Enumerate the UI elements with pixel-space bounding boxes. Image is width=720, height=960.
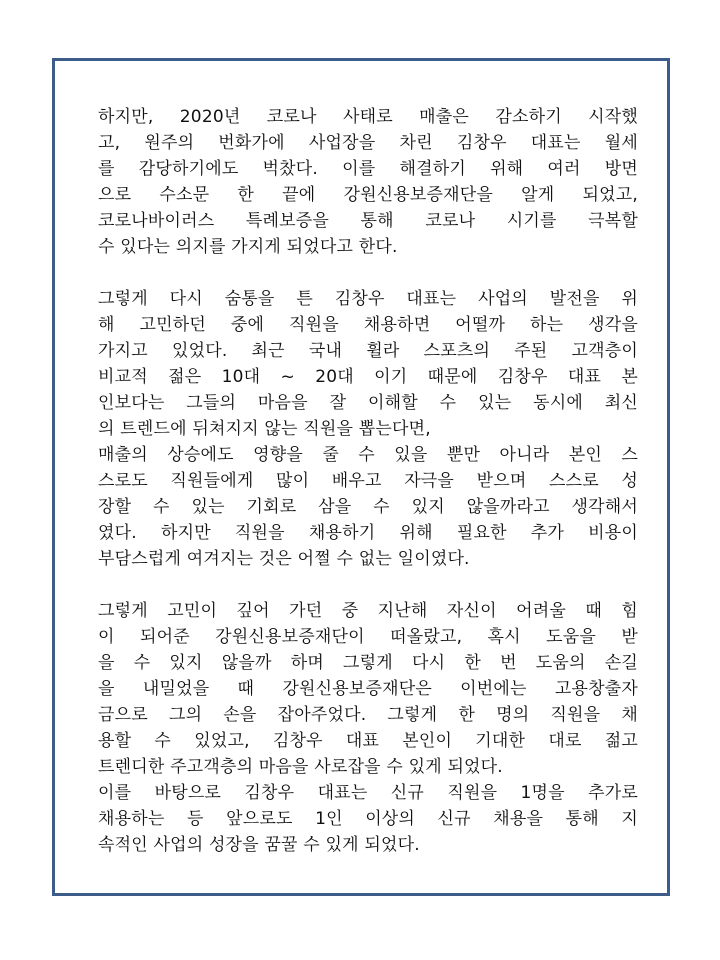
text-line: 코로나바이러스 특례보증을 통해 코로나 시기를 극복할 [98, 211, 638, 231]
text-line: 매출의 상승에도 영향을 줄 수 있을 뿐만 아니라 본인 스 [98, 445, 638, 465]
text-line: 비교적 젊은 10대 ~ 20대 이기 때문에 김창우 대표 본 [98, 367, 638, 387]
text-line: 금으로 그의 손을 잡아주었다. 그렇게 한 명의 직원을 채 [98, 705, 638, 725]
text-line: 속적인 사업의 성장을 꿈꿀 수 있게 되었다. [98, 835, 420, 855]
text-line: 용할 수 있었고, 김창우 대표 본인이 기대한 대로 젊고 [98, 731, 638, 751]
text-line: 를 감당하기에도 벅찼다. 이를 해결하기 위해 여러 방면 [98, 159, 638, 179]
text-line: 였다. 하지만 직원을 채용하기 위해 필요한 추가 비용이 [98, 523, 638, 543]
text-line: 을 수 있지 않을까 하며 그렇게 다시 한 번 도움의 손길 [98, 653, 638, 673]
text-line: 수 있다는 의지를 가지게 되었다고 한다. [98, 237, 398, 257]
text-line: 채용하는 등 앞으로도 1인 이상의 신규 채용을 통해 지 [98, 809, 638, 829]
text-line: 트렌디한 주고객층의 마음을 사로잡을 수 있게 되었다. [98, 757, 503, 777]
text-line: 을 내밀었을 때 강원신용보증재단은 이번에는 고용창출자 [98, 679, 638, 699]
paragraph-2 [98, 286, 638, 572]
text-line: 의 트렌드에 뒤쳐지지 않는 직원을 뽑는다면, [98, 419, 431, 439]
text-line: 부담스럽게 여겨지는 것은 어쩔 수 없는 일이였다. [98, 549, 470, 569]
text-line: 장할 수 있는 기회로 삼을 수 있지 않을까라고 생각해서 [98, 497, 638, 517]
paragraph-3 [98, 598, 638, 858]
text-line: 고, 원주의 번화가에 사업장을 차린 김창우 대표는 월세 [98, 133, 638, 153]
text-line: 해 고민하던 중에 직원을 채용하면 어떨까 하는 생각을 [98, 315, 638, 335]
text-line: 이 되어준 강원신용보증재단이 떠올랐고, 혹시 도움을 받 [98, 627, 638, 647]
text-line: 스로도 직원들에게 많이 배우고 자극을 받으며 스스로 성 [98, 471, 638, 491]
text-line: 이를 바탕으로 김창우 대표는 신규 직원을 1명을 추가로 [98, 783, 638, 803]
document-body [98, 104, 638, 884]
text-line: 그렇게 고민이 깊어 가던 중 지난해 자신이 어려울 때 힘 [98, 601, 638, 621]
text-line: 그렇게 다시 숨통을 튼 김창우 대표는 사업의 발전을 위 [98, 289, 638, 309]
text-line: 으로 수소문 한 끝에 강원신용보증재단을 알게 되었고, [98, 185, 638, 205]
text-line: 가지고 있었다. 최근 국내 휠라 스포츠의 주된 고객층이 [98, 341, 638, 361]
text-line: 인보다는 그들의 마음을 잘 이해할 수 있는 동시에 최신 [98, 393, 638, 413]
text-line: 하지만, 2020년 코로나 사태로 매출은 감소하기 시작했 [98, 107, 638, 127]
paragraph-1 [98, 104, 638, 260]
